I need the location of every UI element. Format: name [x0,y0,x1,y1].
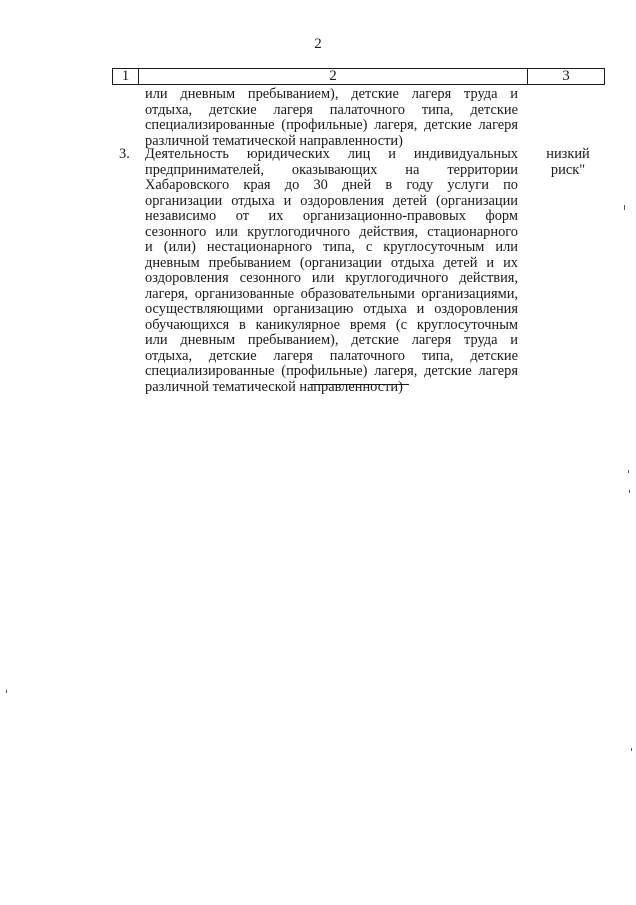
risk-line: риск" [550,161,586,178]
page-number: 2 [314,36,322,52]
table-header-col-3: 3 [562,68,570,84]
scan-speck [624,205,625,210]
text-line: дневным пребыванием (организации отдыха детей и их [145,254,518,271]
scan-speck [631,748,632,751]
text-line: различной тематической направленности) [145,378,403,395]
text-line: лагеря, организованные образовательными организациями, [145,285,518,302]
scan-speck [629,490,630,493]
text-line: специализированные (профильные) лагеря, детские лагеря [145,363,518,379]
table-header-row [112,68,605,85]
text-line: отдыха, детские лагеря палаточного типа, детские [145,101,518,118]
text-line: осуществляющими организацию отдыха и оздоровления [145,301,518,317]
risk-level [542,147,594,178]
text-line: сезонного или круглогодичного действия, стационарного [145,223,518,240]
text-line: организации отдыха и оздоровления детей (организации [145,192,518,209]
table-header-col-1: 1 [113,69,139,84]
text-line: предпринимателей, оказывающих на территории [145,161,518,178]
text-line: или дневным пребыванием), детские лагеря труда и [145,86,518,102]
text-line: или дневным пребыванием), детские лагеря труда и [145,332,518,348]
row-number: 3. [119,146,130,162]
end-of-table-rule [310,384,409,385]
scan-speck [628,470,629,473]
text-line: независимо от их организационно-правовых форм [145,208,518,224]
continued-description [145,87,518,149]
row-description [145,147,518,395]
text-line: Хабаровского края до 30 дней в году услуги по [145,177,518,193]
text-line: отдыха, детские лагеря палаточного типа, детские [145,347,518,364]
text-line: специализированные (профильные) лагеря, детские лагеря [145,117,518,133]
scan-speck [6,690,7,693]
text-line: различной тематической направленности) [145,132,403,149]
risk-line: низкий [546,146,590,162]
text-line: Деятельность юридических лиц и индивидуальных [145,146,518,162]
text-line: и (или) нестационарного типа, с круглосуточным или [145,239,518,255]
text-line: оздоровления сезонного или круглогодичного действия, [145,270,518,286]
text-line: обучающихся в каникулярное время (с круглосуточным [145,316,518,333]
table-header-col-2: 2 [139,69,528,84]
